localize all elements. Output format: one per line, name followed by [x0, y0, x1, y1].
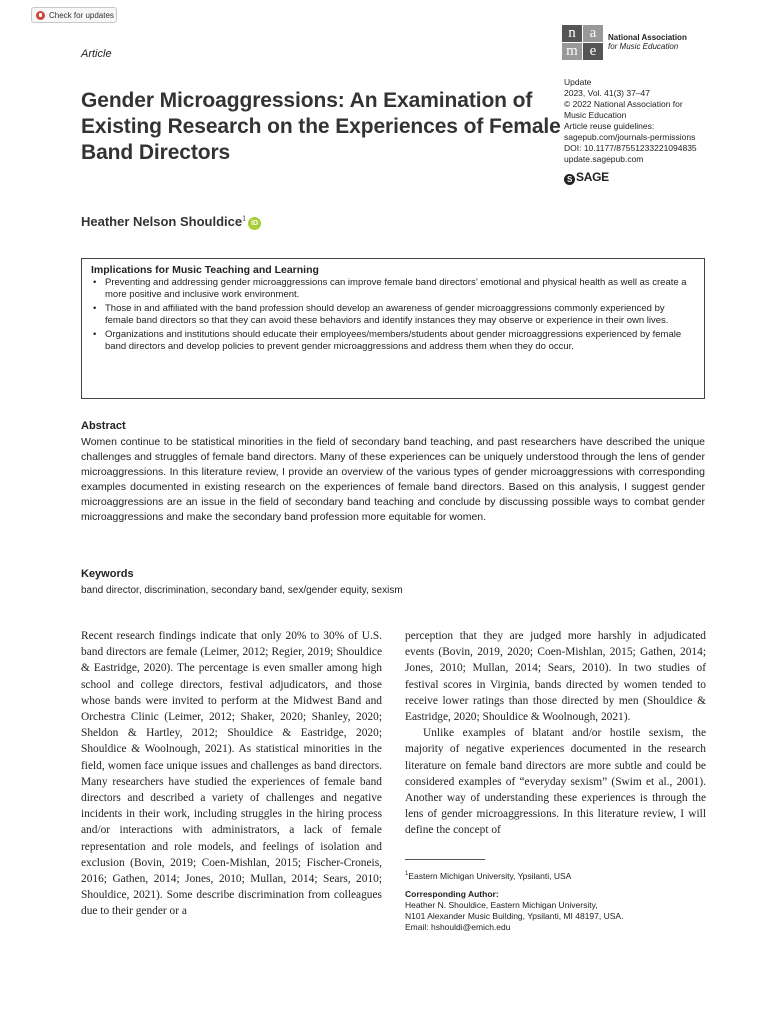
implications-box	[81, 258, 705, 399]
logo-letter-a: a	[583, 25, 603, 42]
footnotes	[405, 869, 705, 933]
meta-journal-url[interactable]: update.sagepub.com	[564, 154, 644, 164]
implications-heading: Implications for Music Teaching and Learning	[91, 264, 319, 276]
publisher-name-line2: for Music Education	[608, 42, 679, 51]
affiliation-text: Eastern Michigan University, Ypsilanti, USA	[408, 870, 572, 881]
affiliation-footnote	[405, 869, 705, 882]
author-name: Heather Nelson Shouldice	[81, 214, 243, 229]
article-title: Gender Microaggressions: An Examination of Existing Research on the Experiences of Female Band Directors	[81, 89, 561, 164]
body-right-column	[405, 628, 706, 839]
author-line	[81, 214, 261, 230]
corresponding-author-line: Heather N. Shouldice, Eastern Michigan University,	[405, 899, 598, 910]
meta-reuse-link[interactable]: sagepub.com/journals-permissions	[564, 132, 696, 142]
corresponding-author-heading: Corresponding Author:	[405, 888, 499, 899]
logo-letter-n: n	[562, 25, 582, 42]
meta-copyright: © 2022 National Association for	[564, 99, 683, 109]
body-left-column: Recent research findings indicate that only 20% to 30% of U.S. band directors are female (Leimer, 2012; Regier, 2019; Shouldice & Eastridge, 2020). The percentage is even smaller among high school and college directors, festival adjudicators, and those whose bands were invited to perform at the Midwest Band and Orchestra Clinic (Leimer, 2012; Shaker, 2020; Shanley, 2020; Sheldon & Hartley, 2012; Shouldice & Eastridge, 2020; Shouldice & Woolnough, 2021). As statistical minorities in the field, women face unique issues and challenges as band directors. Many researchers have studied the experiences of female band directors and described a variety of challenges and negative incidents in their work, including struggles in the hiring process and/or interactions with administrators, a lack of female representation and role models, and feelings of isolation and exclusion (Bovin, 2019; Coen-Mishlan, 2015; Fischer-Croneis, 2016; Gathen, 2014; Jones, 2010; Mullan, 2014; Sears, 2010; Shouldice, 2021). Some describe discrimination from colleagues due to their gender or a	[81, 630, 382, 918]
check-updates-icon	[36, 11, 45, 20]
sage-logo	[564, 170, 609, 185]
author-affiliation-mark: 1	[242, 215, 246, 223]
journal-metadata	[564, 77, 734, 165]
corresponding-author-email[interactable]: Email: hshouldi@emich.edu	[405, 921, 511, 932]
sage-label: SAGE	[576, 170, 609, 184]
article-type-label: Article	[81, 48, 112, 60]
meta-copyright-cont: Music Education	[564, 110, 627, 120]
sage-s-icon: S	[564, 174, 575, 185]
logo-letter-e: e	[583, 43, 603, 60]
publisher-name-line1: National Association	[608, 33, 687, 42]
meta-doi[interactable]: DOI: 10.1177/87551233221094835	[564, 143, 697, 153]
footnote-divider	[405, 859, 485, 860]
implication-item: • Organizations and institutions should educate their employees/members/students about gender microaggressions experienced by female band directors and develop policies to prevent gender microaggressions and address them when they do occur.	[91, 329, 695, 353]
implications-list	[91, 277, 695, 353]
affiliation-footnote-mark: 1	[405, 871, 409, 877]
meta-journal: Update	[564, 77, 592, 87]
abstract-body: Women continue to be statistical minorities in the field of secondary band teaching, and past researchers have described the unique challenges and struggles of female band directors. Many of these experiences can be uniquely understood through the lens of gender microaggressions. In this literature review, I provide an overview of the various types of gender microaggressions with corresponding examples documented in existing research on the experiences of female band directors. Based on this analysis, I suggest gender microaggressions are an issue in the field of secondary band teaching and conclude by discussing possible ways to combat gender microaggressions and make the secondary band profession more equitable for women.	[81, 436, 705, 523]
body-paragraph: Unlike examples of blatant and/or hostile sexism, the majority of negative experiences documented in the research literature on female band directors are more subtle and could be considered examples of “everyday sexism” (Swim et al., 2001). Another way of understanding these experiences is through the lens of gender microaggressions. In this literature review, I will define the concept of	[405, 727, 706, 837]
logo-letter-m: m	[562, 43, 582, 60]
check-for-updates-label: Check for updates	[49, 11, 114, 20]
keywords-heading: Keywords	[81, 568, 134, 580]
check-for-updates-button[interactable]	[31, 7, 117, 23]
body-paragraph: perception that they are judged more harshly in adjudicated events (Bovin, 2019, 2020; Coen-Mishlan, 2015; Gathen, 2014; Jones, 2010; Mullan, 2014; Sears, 2010). In two studies of festival scores in Virginia, bands directed by women tended to receive lower ratings than those directed by men (Shouldice & Eastridge, 2020; Shouldice & Woolnough, 2021).	[405, 630, 706, 724]
implication-item: • Preventing and addressing gender microaggressions can improve female band directors’ emotional and physical health as well as create a more positive and inclusive work environment.	[91, 277, 695, 301]
abstract-heading: Abstract	[81, 420, 126, 432]
nafme-logo	[562, 25, 604, 61]
publisher-name	[608, 33, 687, 51]
meta-reuse-label: Article reuse guidelines:	[564, 121, 655, 131]
keywords-body: band director, discrimination, secondary band, sex/gender equity, sexism	[81, 585, 403, 596]
meta-volume: 2023, Vol. 41(3) 37–47	[564, 88, 651, 98]
orcid-icon[interactable]: iD	[248, 217, 261, 230]
implication-item: • Those in and affiliated with the band profession should develop an awareness of gender microaggressions commonly experienced by female band directors so that they can avoid these behaviors and identify instances they may observe or experience in their own lives.	[91, 303, 695, 327]
corresponding-author-line: N101 Alexander Music Building, Ypsilanti, MI 48197, USA.	[405, 910, 624, 921]
